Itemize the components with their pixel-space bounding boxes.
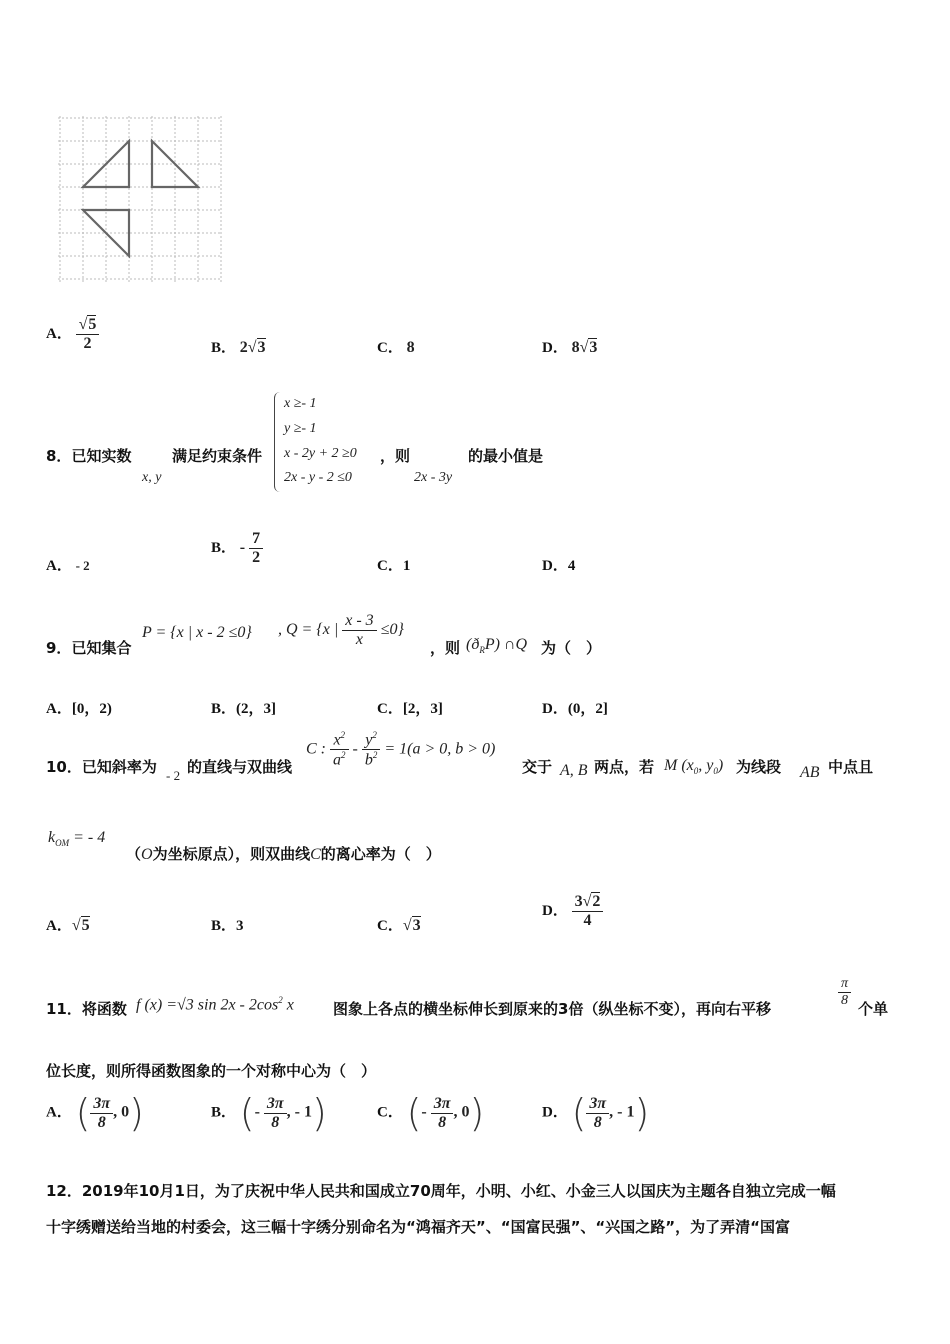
option-label: B． [211,340,237,356]
q10-option-c[interactable]: C．√3 [377,917,421,934]
q9-stem: 9．已知集合 [46,639,132,657]
q11-shift: $\frac{\pi}{8}$ [838,976,851,1009]
q9-expression: $(ð_RP)$ ∩Q [466,636,528,656]
q8-option-c[interactable]: C．1 [377,558,411,574]
q8-target: 2x - 3y [414,470,453,485]
q8-stem-3: ，则 [380,447,411,465]
q9-stem-3: 为（ ） [541,639,602,657]
q10-option-a[interactable]: A．√5 [46,917,90,934]
q11-option-d[interactable]: D． ( $\frac{3\pi}{8}$ , - 1) [542,1091,650,1135]
q10-stem-4: 两点，若 [594,758,655,776]
q10-stem-2: 的直线与双曲线 [187,758,293,776]
option-label: C． [377,340,403,356]
q9-stem-2: ，则 [430,639,461,657]
q11-stem-2: 图象上各点的横坐标伸长到原来的3倍（纵坐标不变），再向右平移 [333,1000,771,1018]
q7-option-c[interactable]: C． 8 [377,339,415,356]
q8-constraint-2: y ≥- 1 [284,421,317,436]
q11-option-a[interactable]: A． ( $\frac{3\pi}{8}$ , 0) [46,1091,144,1135]
q7-option-b[interactable]: B． 2√3 [211,339,266,356]
q7-option-d[interactable]: D． 8√3 [542,339,598,356]
q8-vars: x, y [142,470,162,485]
q8-constraint-3: x - 2y + 2 ≥0 [284,446,357,461]
q9-set-p: P = {x | x - 2 ≤0} [142,624,252,641]
q8-stem: 8．已知实数 [46,447,132,465]
q8-constraint-1: x ≥- 1 [284,396,317,411]
q11-option-c[interactable]: C． (- $\frac{3\pi}{8}$ , 0) [377,1091,485,1135]
q9-set-q: , Q = {x | $\frac{x - 3}{x}$ ≤0} [278,612,404,648]
q8-stem-4: 的最小值是 [468,447,544,465]
q10-slope: - 2 [166,768,181,783]
q10-stem-6: 中点且 [828,758,874,776]
q10-segment: AB [800,764,820,781]
q8-option-b[interactable]: B． - $\frac{7}{2}$ [211,530,263,567]
q9-option-c[interactable]: C．[2，3] [377,701,443,717]
q10-hyperbola: C : $\frac{x^2}{a^2}$ - $\frac{y^2}{b^2}$ = 1(a > 0, b > 0) [306,730,496,769]
q9-option-a[interactable]: A．[0，2) [46,701,112,717]
q8-constraint-brace [274,392,281,492]
q8-stem-2: 满足约束条件 [172,447,263,465]
q10-stem-5: 为线段 [736,758,782,776]
q8-option-a[interactable]: A． - 2 [46,558,90,574]
q10-stem-3: 交于 [522,758,553,776]
q10-stem: 10．已知斜率为 [46,758,157,776]
q10-line2: （O为坐标原点），则双曲线C的离心率为（ ） [126,845,441,863]
q9-option-d[interactable]: D．(0，2] [542,701,608,717]
q8-constraint-4: 2x - y - 2 ≤0 [284,470,352,485]
q11-option-b[interactable]: B． (- $\frac{3\pi}{8}$ , - 1) [211,1091,327,1135]
q10-points: A, B [560,762,588,779]
q8-option-d[interactable]: D．4 [542,558,576,574]
q7-option-a[interactable]: A． $\frac{√5}{2}$ [46,316,99,353]
q10-option-d[interactable]: D． $\frac{3√2}{4}$ [542,893,603,930]
q10-midpoint: M ($x_0$, $y_0$) [664,757,724,777]
q11-line2: 位长度，则所得函数图象的一个对称中心为（ ） [46,1062,377,1080]
q10-slope-om: $k_{OM}$ = - 4 [48,829,106,849]
q12-line2: 十字绣赠送给当地的村委会，这三幅十字绣分别命名为“鸿福齐天”、“国富民强”、“兴国之路”，为了弄清“国富 [46,1218,791,1236]
q9-option-b[interactable]: B．(2，3] [211,701,277,717]
option-label: A． [46,325,72,342]
three-view-figure [56,114,224,284]
q11-function: f (x) =√3 $\sin 2x - 2\cos^2$ x [136,995,294,1014]
q10-option-b[interactable]: B．3 [211,918,244,934]
q12-line1: 12．2019年10月1日，为了庆祝中华人民共和国成立70周年，小明、小红、小金三人以国庆为主题各自独立完成一幅 [46,1182,836,1200]
q11-stem-3: 个单 [858,1000,889,1018]
option-label: D． [542,340,568,356]
q11-stem: 11．将函数 [46,1000,127,1018]
